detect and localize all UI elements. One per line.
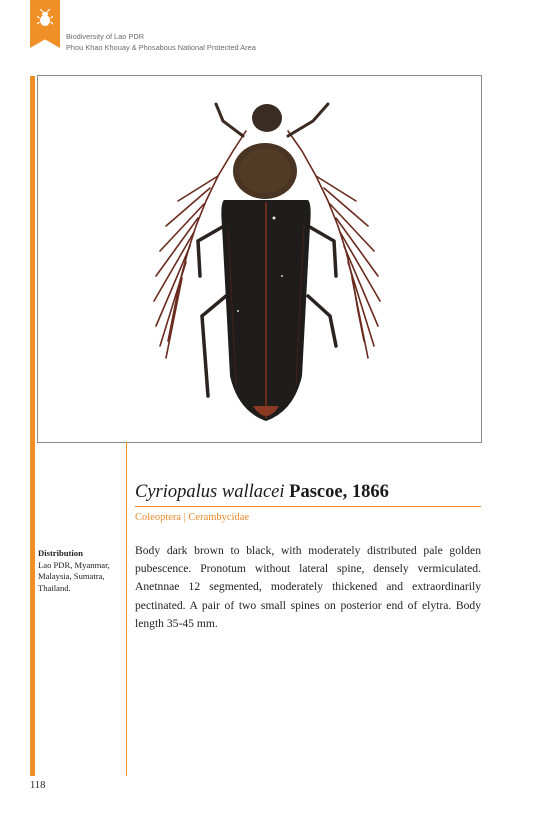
species-name: Cyriopalus wallacei	[135, 482, 285, 502]
beetle-illustration	[38, 76, 481, 442]
header-line-1: Biodiversity of Lao PDR	[66, 32, 145, 41]
page-number: 118	[30, 780, 46, 791]
classification: Coleoptera | Cerambycidae	[135, 512, 250, 523]
running-header	[66, 32, 256, 53]
title-underline	[135, 506, 481, 507]
species-title	[135, 482, 389, 503]
section-tab	[30, 0, 60, 48]
accent-side-bar	[30, 76, 35, 776]
distribution-heading: Distribution	[38, 548, 83, 558]
beetle-icon	[37, 9, 53, 27]
specimen-photo	[37, 75, 482, 443]
species-description: Body dark brown to black, with moderately distributed pale golden pubescence. Pronotum without lateral spine, densely vermiculated. Anetnnae 12 segmented, moderately thickened and extraordinarily pectinated. A pair of two small spines on posterior end of elytra. Body length 35-45 mm.	[135, 544, 481, 630]
distribution-text: Lao PDR, Myanmar, Malaysia, Sumatra, Thailand.	[38, 560, 110, 593]
header-line-2: Phou Khao Khouay & Phosabous National Protected Area	[66, 42, 256, 52]
species-author: Pascoe, 1866	[289, 482, 389, 502]
column-divider	[126, 442, 127, 776]
